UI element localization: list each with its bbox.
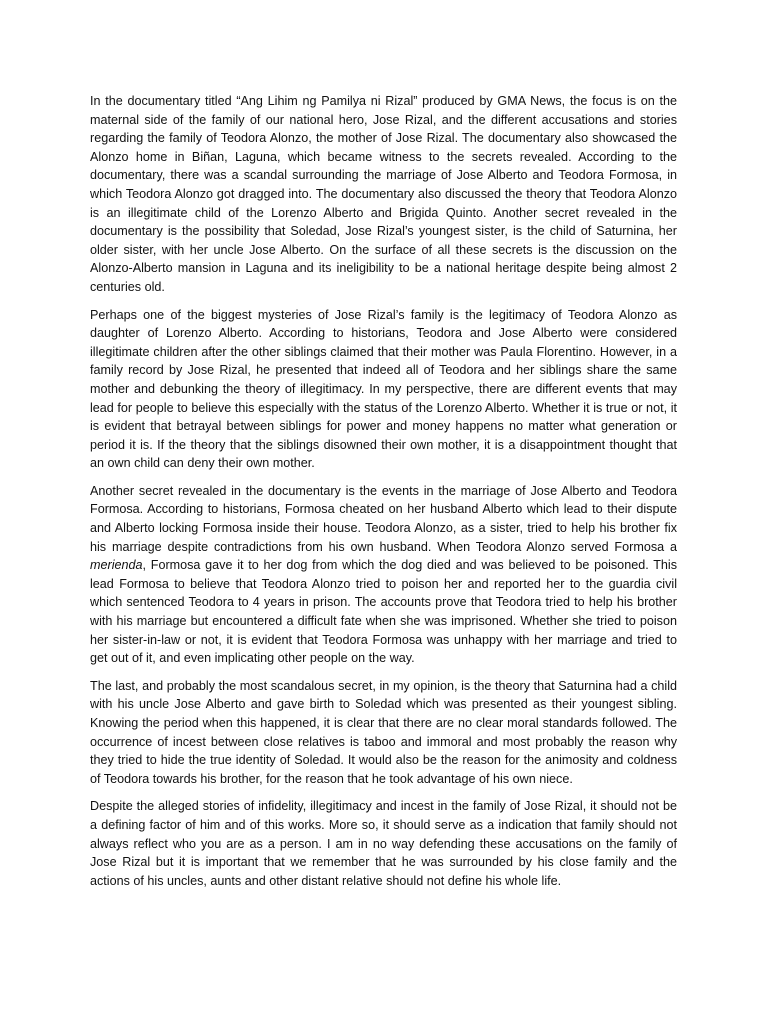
paragraph-1: In the documentary titled “Ang Lihim ng Pamilya ni Rizal” produced by GMA News, the focus is on the maternal side of the family of our national hero, Jose Rizal, and the different accusations and stories regarding the family of Teodora Alonzo, the mother of Jose Rizal. The documentary also showcased the Alonzo home in Biñan, Laguna, which became witness to the secrets revealed. According to the documentary, there was a scandal surrounding the marriage of Jose Alberto and Teodora Formosa, in which Teodora Alonzo got dragged into. The documentary also discussed the theory that Teodora Alonzo is an illegitimate child of the Lorenzo Alberto and Brigida Quinto. Another secret revealed in the documentary is the possibility that Soledad, Jose Rizal’s youngest sister, is the child of Saturnina, her older sister, with her uncle Jose Alberto. On the surface of all these secrets is the discussion on the Alonzo-Alberto mansion in Laguna and its ineligibility to be a national heritage despite being almost 2 centuries old. <box>90 94 677 294</box>
paragraph-3 <box>90 482 677 668</box>
document-page <box>90 92 677 899</box>
paragraph-3-after: , Formosa gave it to her dog from which the dog died and was believed to be poisoned. This lead Formosa to believe that Teodora Alonzo tried to poison her and reported her to the guardia civil which sentenced Teodora to 4 years in prison. The accounts prove that Teodora tried to help his brother with his marriage but encountered a difficult fate when she was imprisoned. Whether she tried to poison her sister-in-law or not, it is evident that Teodora Formosa was unhappy with her marriage and tried to get out of it, and even implicating other people on the way. <box>90 558 677 666</box>
paragraph-3-before: Another secret revealed in the documentary is the events in the marriage of Jose Alberto and Teodora Formosa. According to historians, Formosa cheated on her husband Alberto which lead to their dispute and Alberto locking Formosa inside their house. Teodora Alonzo, as a sister, tried to help his brother fix his marriage despite contradictions from his own husband. When Teodora Alonzo served Formosa a <box>90 483 677 554</box>
paragraph-2: Perhaps one of the biggest mysteries of Jose Rizal’s family is the legitimacy of Teodora Alonzo as daughter of Lorenzo Alberto. According to historians, Teodora and Jose Alberto were considered illegitimate children after the other siblings claimed that their mother was Paula Florentino. However, in a family record by Jose Rizal, he presented that indeed all of Teodora and her siblings share the same mother and debunking the theory of illegitimacy. In my perspective, there are different events that may lead for people to believe this especially with the status of the Lorenzo Alberto. Whether it is true or not, it is evident that betrayal between siblings for power and money happens no matter what generation or period it is. If the theory that the siblings disowned their own mother, it is a disappointment thought that an own child can deny their own mother. <box>90 307 677 471</box>
paragraph-4: The last, and probably the most scandalous secret, in my opinion, is the theory that Saturnina had a child with his uncle Jose Alberto and gave birth to Soledad which was presented as their youngest sibling. Knowing the period when this happened, it is clear that there are no clear moral standards followed. The occurrence of incest between close relatives is taboo and immoral and most probably the reason why they tried to hide the true identity of Soledad. It would also be the reason for the animosity and coldness of Teodora towards his brother, for the reason that he took advantage of his own niece. <box>90 678 677 786</box>
paragraph-5: Despite the alleged stories of infidelity, illegitimacy and incest in the family of Jose Rizal, it should not be a defining factor of him and of this works. More so, it should serve as a indication that family should not always reflect who you are as a person. I am in no way defending these accusations on the family of Jose Rizal but it is important that we remember that he was surrounded by his close family and the actions of his uncles, aunts and other distant relative should not define his whole life. <box>90 799 677 888</box>
paragraph-3-emphasis: merienda <box>90 558 143 573</box>
